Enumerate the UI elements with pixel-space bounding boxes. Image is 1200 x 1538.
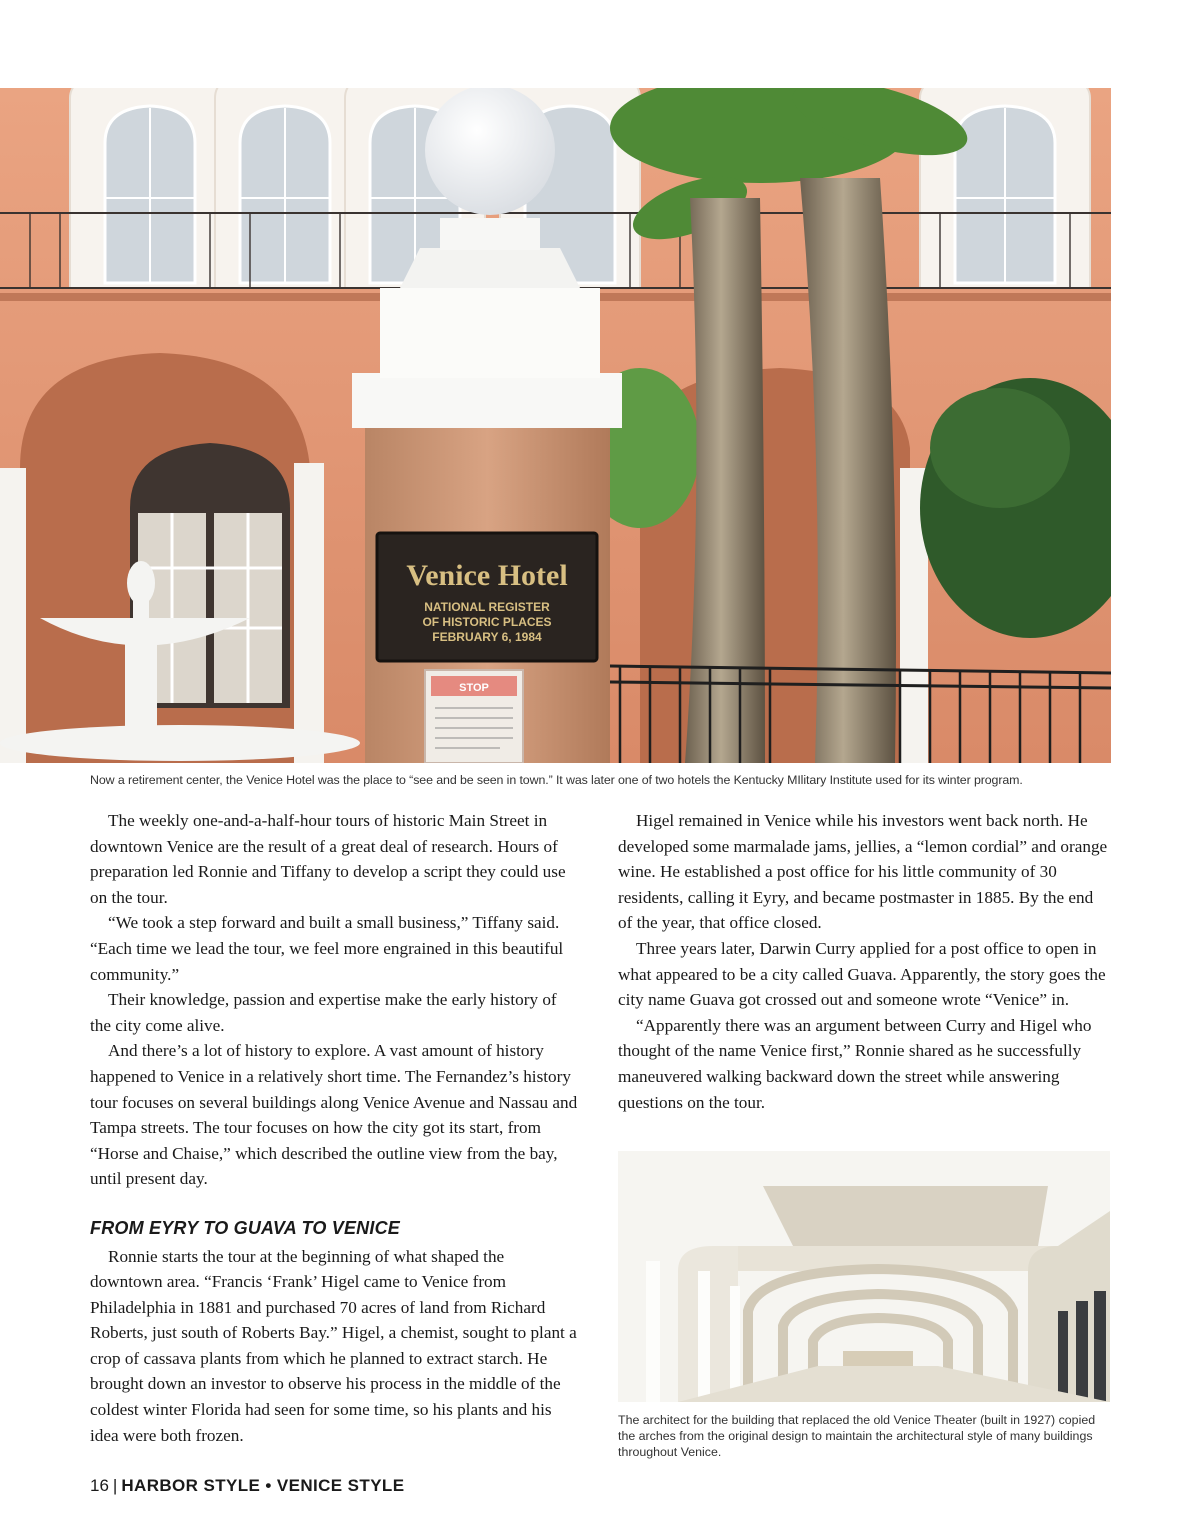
page-footer xyxy=(90,1476,404,1496)
paragraph: The weekly one-and-a-half-hour tours of historic Main Street in downtown Venice are the result of a great deal of research. Hours of preparation led Ronnie and Tiffany to develop a script they could use on the tour. xyxy=(90,811,566,907)
page-number: 16 xyxy=(90,1476,109,1495)
paragraph: Their knowledge, passion and expertise make the early history of the city come alive. xyxy=(90,990,557,1035)
article-column-right xyxy=(618,808,1110,1115)
arcade-photo xyxy=(618,1151,1110,1402)
paragraph: “We took a step forward and built a small business,” Tiffany said. “Each time we lead the tour, we feel more engrained in this beautiful community.” xyxy=(90,913,564,984)
article-column-left xyxy=(90,808,580,1448)
paragraph: Ronnie starts the tour at the beginning of what shaped the downtown area. “Francis ‘Frank’ Higel came to Venice from Philadelphia in 1881 and purchased 70 acres of land from Richard Roberts, just south of Roberts Bay.” Higel, a chemist, sought to plant a crop of cassava plants from which he planned to extract starch. He brought down an investor to observe his process in the middle of the coldest winter Florida had seen for some time, so his plants and his idea were both frozen. xyxy=(90,1246,577,1445)
plaque-title: Venice Hotel xyxy=(406,559,568,592)
stop-sign-label: STOP xyxy=(459,682,489,694)
plaque-line-3: FEBRUARY 6, 1984 xyxy=(432,630,542,644)
footer-separator: | xyxy=(112,1476,118,1495)
section-subhead: FROM EYRY TO GUAVA TO VENICE xyxy=(90,1217,400,1238)
plaque-line-2: OF HISTORIC PLACES xyxy=(422,615,552,629)
paragraph: “Apparently there was an argument between Curry and Higel who thought of the name Venice first,” Ronnie shared as he successfully maneuvered walking backward down the street while answering questions on the tour. xyxy=(618,1015,1092,1112)
paragraph: Three years later, Darwin Curry applied for a post office to open in what appeared to be a city called Guava. Apparently, the story goes the city name Guava got crossed out and someone wrote “Venice” in. xyxy=(618,938,1106,1010)
plaque-line-1: NATIONAL REGISTER xyxy=(424,600,550,614)
hero-photo-caption: Now a retirement center, the Venice Hotel was the place to “see and be seen in town.” It was later one of two hotels the Kentucky MIlitary Institute used for its winter program. xyxy=(90,773,1023,787)
hero-photo-venice-hotel xyxy=(0,88,1111,763)
paragraph: And there’s a lot of history to explore. A vast amount of history happened to Venice in a relatively short time. The Fernandez’s history tour focuses on several buildings along Venice Avenue and Nassau and Tampa streets. The tour focuses on how the city got its start, from “Horse and Chaise,” which described the outline view from the bay, until present day. xyxy=(90,1041,578,1189)
paragraph: Higel remained in Venice while his investors went back north. He developed some marmalade jams, jellies, a “lemon cordial” and orange wine. He established a post office for his little community of 30 residents, calling it Eyry, and became postmaster in 1885. By the end of the year, that office closed. xyxy=(618,811,1108,933)
arcade-photo-caption: The architect for the building that replaced the old Venice Theater (built in 1927) copied the arches from the original design to maintain the architectural style of many buildings throughout Venice. xyxy=(618,1413,1096,1459)
publication-name: HARBOR STYLE • VENICE STYLE xyxy=(121,1476,405,1495)
